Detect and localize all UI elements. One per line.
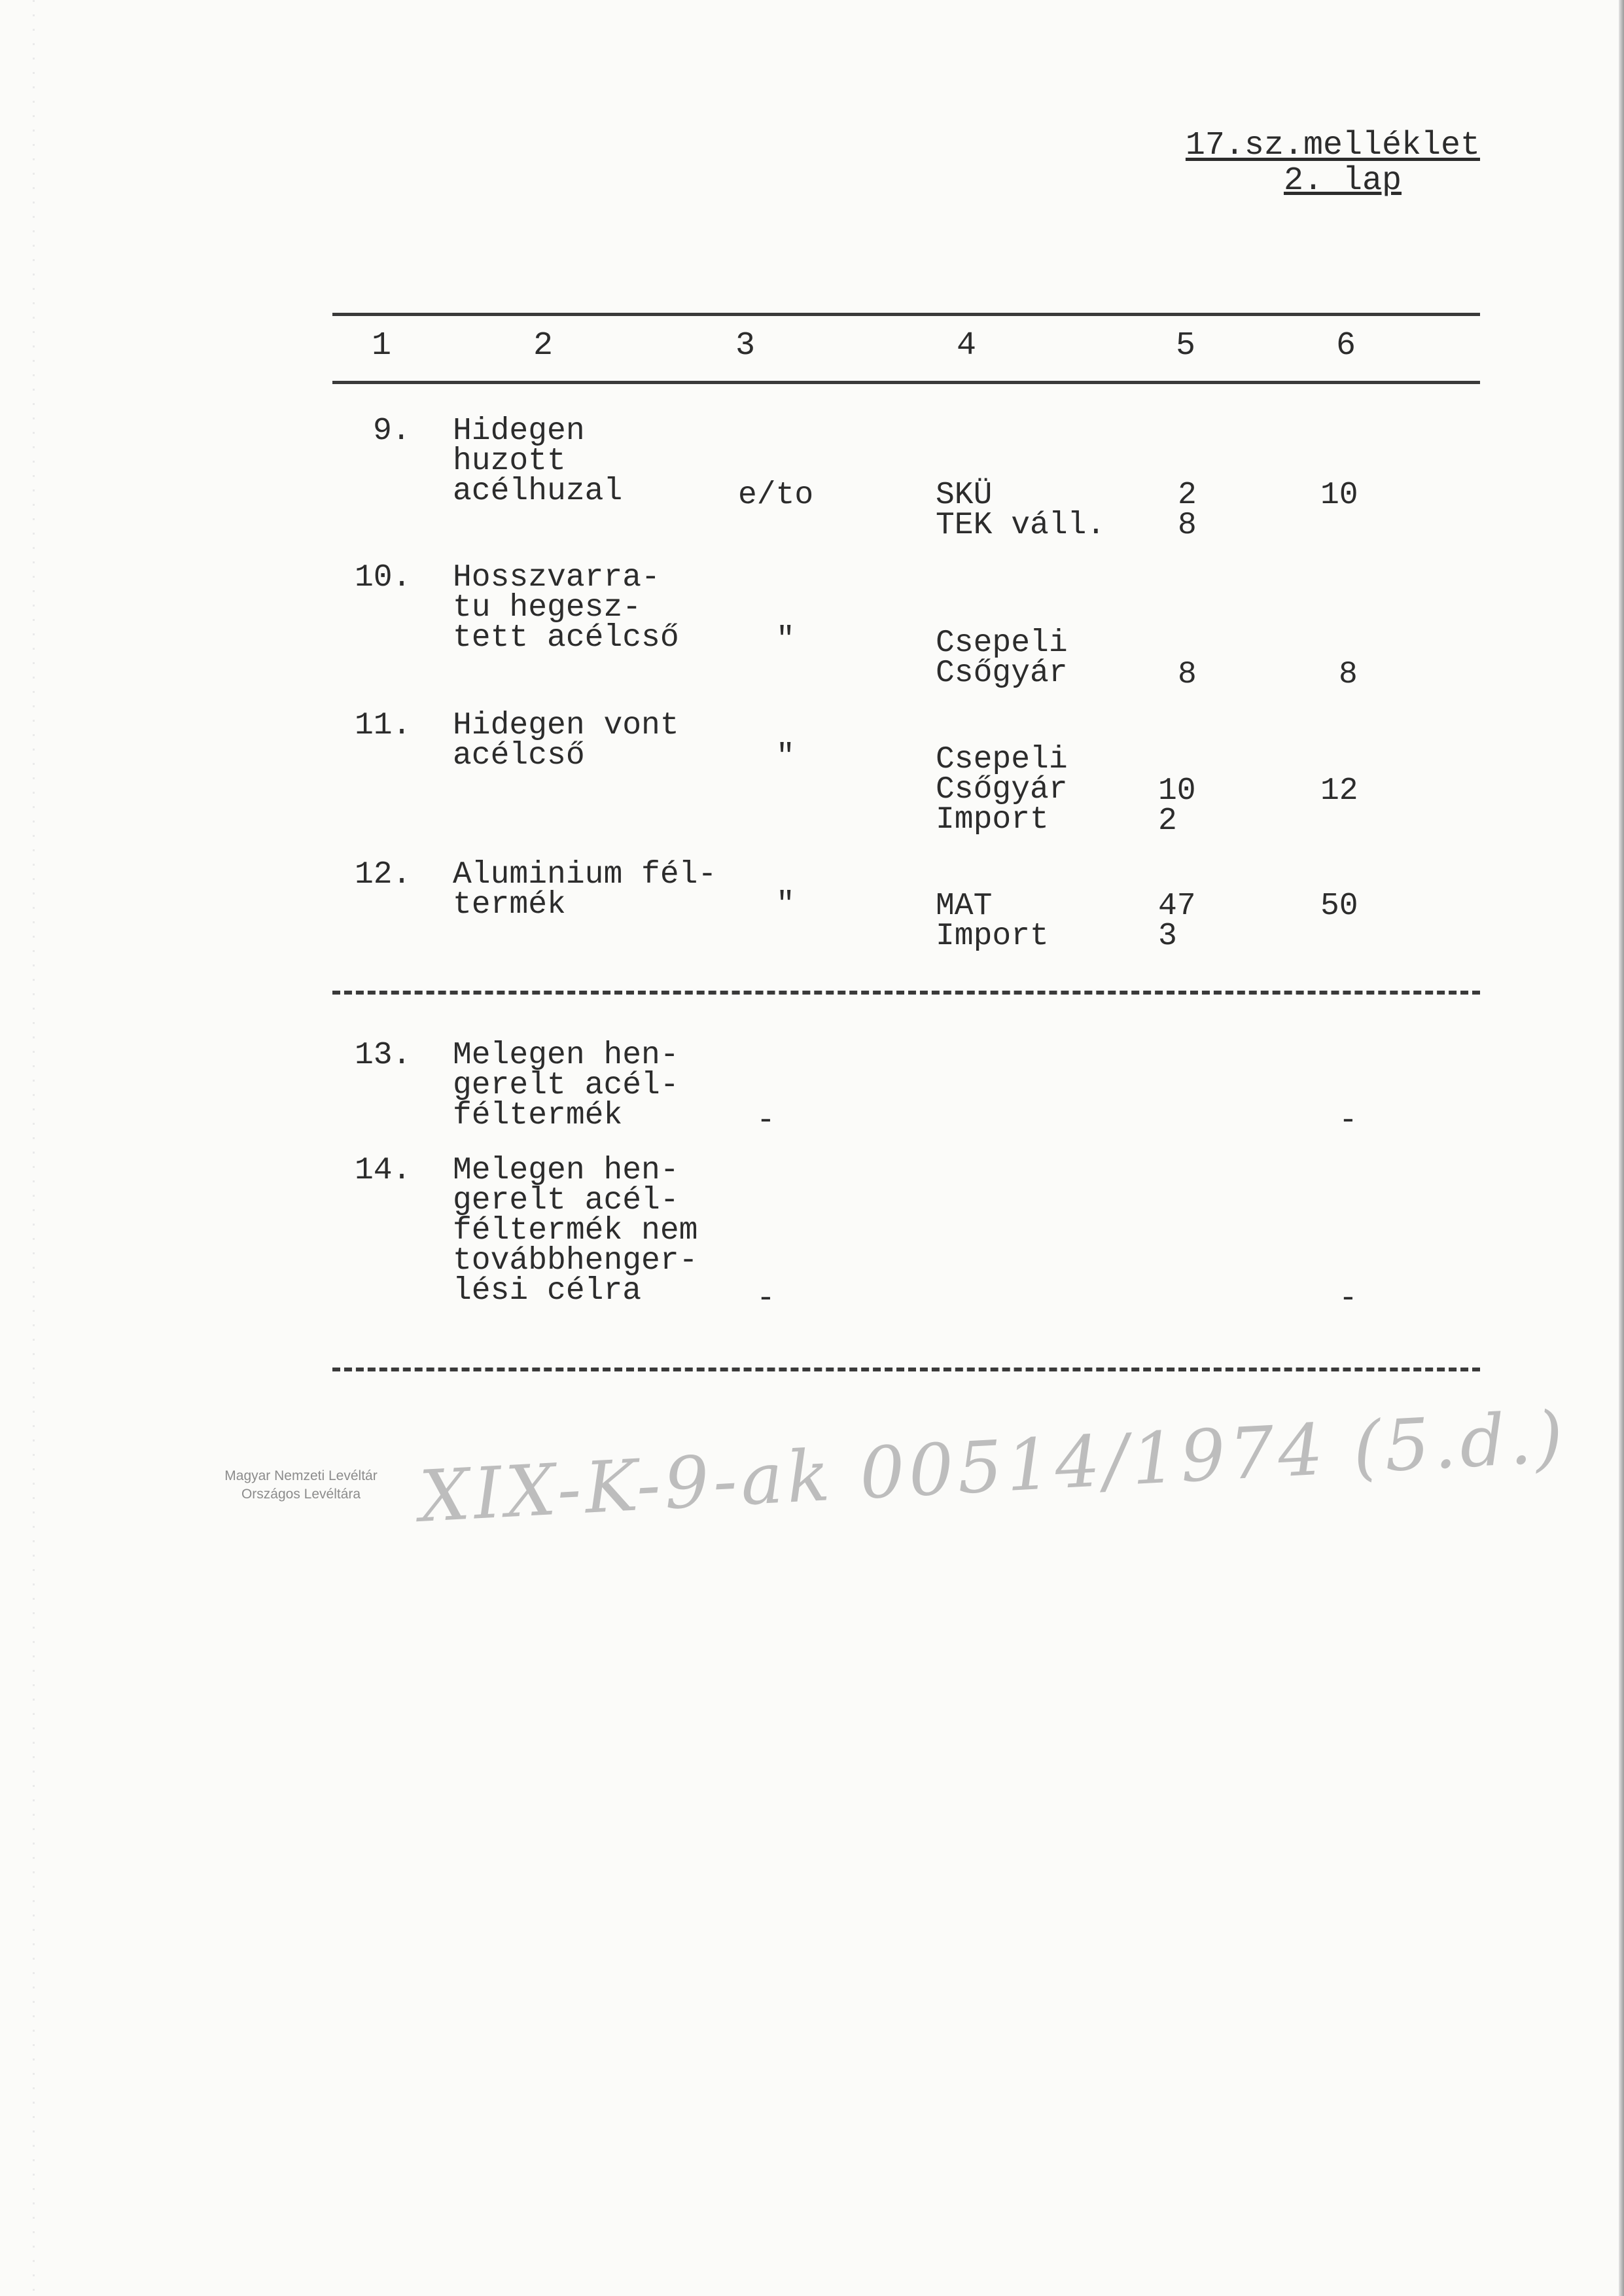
total: 10 [1320, 478, 1358, 513]
row-number: 9. [373, 414, 411, 449]
unit: " [776, 622, 795, 658]
archive-stamp-line-1: Magyar Nemzeti Levéltár [224, 1468, 378, 1483]
unit: e/to [738, 478, 814, 513]
total: - [1339, 1281, 1358, 1316]
supplier: Csepeli Csőgyár Import [936, 742, 1068, 838]
column-header-3: 3 [735, 327, 756, 364]
row-number: 12. [355, 857, 412, 892]
page-edge-shadow [1619, 0, 1624, 2296]
column-header-1: 1 [372, 327, 392, 364]
archive-stamp-line-2: Országos Levéltára [241, 1487, 361, 1502]
product-name: Hidegen huzott acélhuzal [453, 414, 623, 509]
column-header-5: 5 [1176, 327, 1196, 364]
unit: " [776, 887, 795, 923]
column-header-2: 2 [533, 327, 554, 364]
row-number: 10. [355, 560, 412, 595]
page-number: 2. lap [1283, 162, 1402, 200]
quantity: 47 3 [1158, 889, 1196, 954]
product-name: Melegen hen- gerelt acél- féltermék [453, 1038, 679, 1133]
archive-stamp [196, 1467, 406, 1504]
total: - [1339, 1103, 1358, 1139]
unit: " [776, 739, 795, 775]
product-name: Aluminium fél- termék [453, 857, 717, 923]
total: 50 [1320, 889, 1358, 924]
supplier: SKÜ TEK váll. [936, 478, 1106, 543]
table-header-rule [332, 381, 1480, 384]
column-header-4: 4 [957, 327, 977, 364]
row-number: 14. [355, 1153, 412, 1188]
handwritten-archive-reference: XIX-K-9-ak 00514/1974 (5.d.) [417, 1396, 1569, 1538]
supplier: MAT Import [936, 889, 1049, 954]
table-top-rule [332, 313, 1480, 316]
unit: - [756, 1103, 775, 1139]
quantity: 8 [1178, 657, 1197, 692]
quantity: 2 8 [1178, 478, 1197, 543]
total: 8 [1339, 657, 1358, 692]
product-name: Melegen hen- gerelt acél- féltermék nem továbbhenger- lési célra [453, 1153, 698, 1309]
annex-header [1186, 128, 1480, 199]
section-divider [332, 991, 1480, 995]
row-number: 13. [355, 1038, 412, 1073]
row-number: 11. [355, 708, 412, 743]
table-bottom-divider [332, 1368, 1480, 1371]
column-header-6: 6 [1336, 327, 1356, 364]
product-name: Hosszvarra- tu hegesz- tett acélcső [453, 560, 679, 656]
scan-margin-speckle [33, 0, 35, 2296]
annex-title: 17.sz.melléklet [1185, 127, 1480, 164]
supplier: Csepeli Csőgyár [936, 626, 1068, 691]
unit: - [756, 1281, 775, 1316]
product-name: Hidegen vont acélcső [453, 708, 679, 773]
total: 12 [1320, 773, 1358, 809]
quantity: 10 2 [1158, 773, 1196, 839]
